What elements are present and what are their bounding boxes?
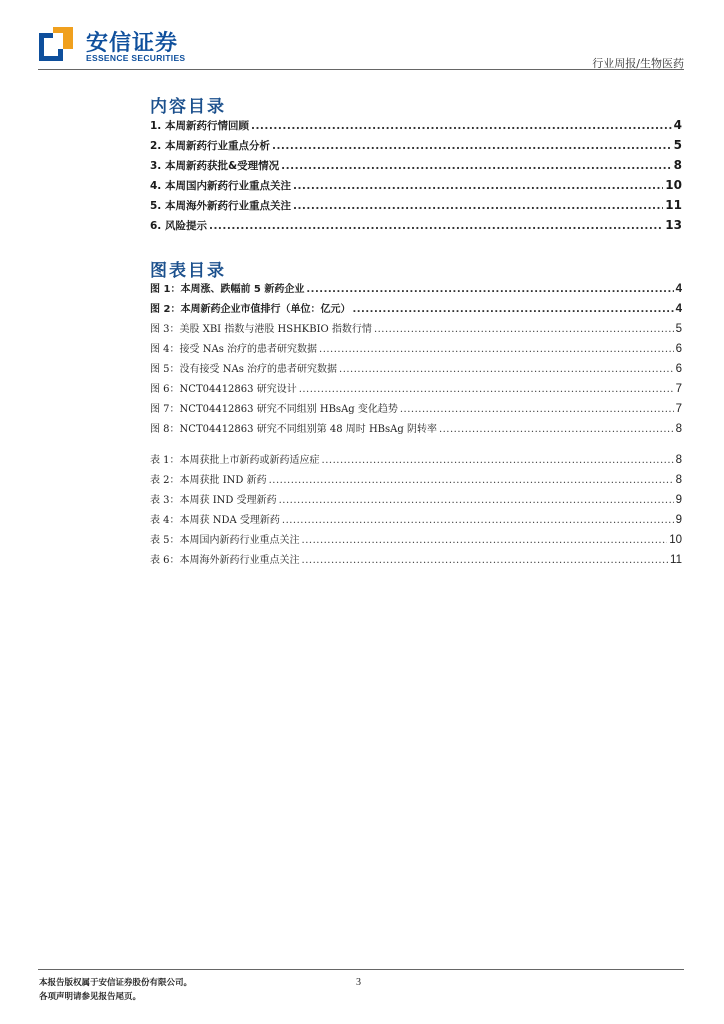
toc-entry-label: 5. 本周海外新药行业重点关注: [150, 200, 291, 212]
toc-title: 内容目录: [150, 97, 226, 117]
logo-english-name: ESSENCE SECURITIES: [86, 53, 186, 63]
figure-entry-label: 图 1：本周涨、跌幅前 5 新药企业: [150, 284, 305, 295]
figure-entry[interactable]: [150, 360, 682, 380]
leader-dots: [302, 535, 668, 546]
toc-entry[interactable]: [150, 158, 682, 178]
leader-dots: [293, 180, 663, 192]
figure-entry[interactable]: [150, 280, 682, 300]
leader-dots: [322, 455, 674, 466]
leader-dots: [272, 140, 672, 152]
disclaimer-notice: 各项声明请参见报告尾页。: [39, 992, 142, 1002]
table-entry-label: 表 2：本周获批 IND 新药: [150, 475, 267, 486]
leader-dots: [299, 384, 674, 395]
figure-list-title: 图表目录: [150, 261, 226, 281]
toc-entry-label: 4. 本周国内新药行业重点关注: [150, 180, 291, 192]
table-list: [150, 451, 682, 571]
leader-dots: [306, 284, 673, 295]
copyright-notice: 本报告版权属于安信证券股份有限公司。: [39, 978, 193, 988]
toc-entry-page: 8: [673, 158, 682, 172]
table-entry-page: 8: [675, 454, 682, 466]
toc-list: [150, 118, 682, 238]
figure-entry[interactable]: [150, 320, 682, 340]
table-entry[interactable]: [150, 451, 682, 471]
figure-entry-page: 6: [675, 363, 682, 375]
figure-entry-page: 7: [675, 403, 682, 415]
figure-entry-page: 8: [675, 423, 682, 435]
figure-entry-label: 图 2：本周新药企业市值排行（单位：亿元）: [150, 304, 351, 315]
leader-dots: [269, 475, 674, 486]
figure-entry-page: 7: [675, 383, 682, 395]
table-entry-label: 表 6：本周海外新药行业重点关注: [150, 555, 300, 566]
leader-dots: [339, 364, 674, 375]
figure-list: [150, 280, 682, 440]
header-divider: [38, 69, 684, 70]
leader-dots: [281, 160, 672, 172]
table-entry-page: 10: [669, 534, 682, 546]
leader-dots: [352, 304, 673, 315]
toc-entry-label: 6. 风险提示: [150, 220, 207, 232]
footer-divider: [38, 969, 684, 970]
toc-entry-label: 3. 本周新药获批&受理情况: [150, 160, 280, 172]
table-entry-label: 表 4：本周获 NDA 受理新药: [150, 515, 280, 526]
leader-dots: [439, 424, 674, 435]
figure-entry[interactable]: [150, 340, 682, 360]
figure-entry-page: 4: [675, 283, 682, 295]
toc-entry-label: 1. 本周新药行情回顾: [150, 120, 249, 132]
table-entry[interactable]: [150, 531, 682, 551]
table-entry[interactable]: [150, 511, 682, 531]
toc-entry-page: 13: [665, 218, 682, 232]
leader-dots: [319, 344, 674, 355]
figure-entry-page: 6: [675, 343, 682, 355]
figure-entry-label: 图 4：接受 NAs 治疗的患者研究数据: [150, 344, 318, 355]
leader-dots: [374, 324, 674, 335]
logo-name: 安信证券: [86, 31, 179, 56]
figure-entry[interactable]: [150, 400, 682, 420]
leader-dots: [209, 220, 663, 232]
page-number: 3: [356, 977, 361, 988]
toc-entry-label: 2. 本周新药行业重点分析: [150, 140, 270, 152]
table-entry[interactable]: [150, 471, 682, 491]
toc-entry[interactable]: [150, 118, 682, 138]
report-category: 行业周报/生物医药: [592, 57, 684, 70]
page-header: [0, 0, 724, 72]
toc-entry[interactable]: [150, 138, 682, 158]
figure-entry-label: 图 7：NCT04412863 研究不同组别 HBsAg 变化趋势: [150, 404, 398, 415]
logo-icon: [39, 27, 73, 61]
leader-dots: [400, 404, 674, 415]
figure-entry[interactable]: [150, 380, 682, 400]
toc-entry-page: 11: [665, 198, 682, 212]
figure-entry-label: 图 8：NCT04412863 研究不同组别第 48 周时 HBsAg 阴转率: [150, 424, 437, 435]
table-entry-page: 8: [675, 474, 682, 486]
table-entry-page: 9: [675, 514, 682, 526]
figure-entry-page: 4: [675, 303, 682, 315]
toc-entry[interactable]: [150, 198, 682, 218]
leader-dots: [279, 495, 674, 506]
toc-entry-page: 5: [673, 138, 682, 152]
table-entry-label: 表 5：本周国内新药行业重点关注: [150, 535, 300, 546]
leader-dots: [282, 515, 674, 526]
table-entry-label: 表 3：本周获 IND 受理新药: [150, 495, 277, 506]
figure-entry-label: 图 6：NCT04412863 研究设计: [150, 384, 297, 395]
figure-entry-page: 5: [675, 323, 682, 335]
figure-entry[interactable]: [150, 420, 682, 440]
table-entry-label: 表 1：本周获批上市新药或新药适应症: [150, 455, 320, 466]
table-entry[interactable]: [150, 551, 682, 571]
table-entry-page: 11: [670, 554, 682, 566]
table-entry[interactable]: [150, 491, 682, 511]
toc-entry[interactable]: [150, 178, 682, 198]
toc-entry[interactable]: [150, 218, 682, 238]
leader-dots: [293, 200, 663, 212]
figure-entry-label: 图 5：没有接受 NAs 治疗的患者研究数据: [150, 364, 338, 375]
figure-entry[interactable]: [150, 300, 682, 320]
leader-dots: [251, 120, 672, 132]
toc-entry-page: 10: [665, 178, 682, 192]
table-entry-page: 9: [675, 494, 682, 506]
toc-entry-page: 4: [673, 118, 682, 132]
leader-dots: [302, 555, 669, 566]
figure-entry-label: 图 3：美股 XBI 指数与港股 HSHKBIO 指数行情: [150, 324, 372, 335]
